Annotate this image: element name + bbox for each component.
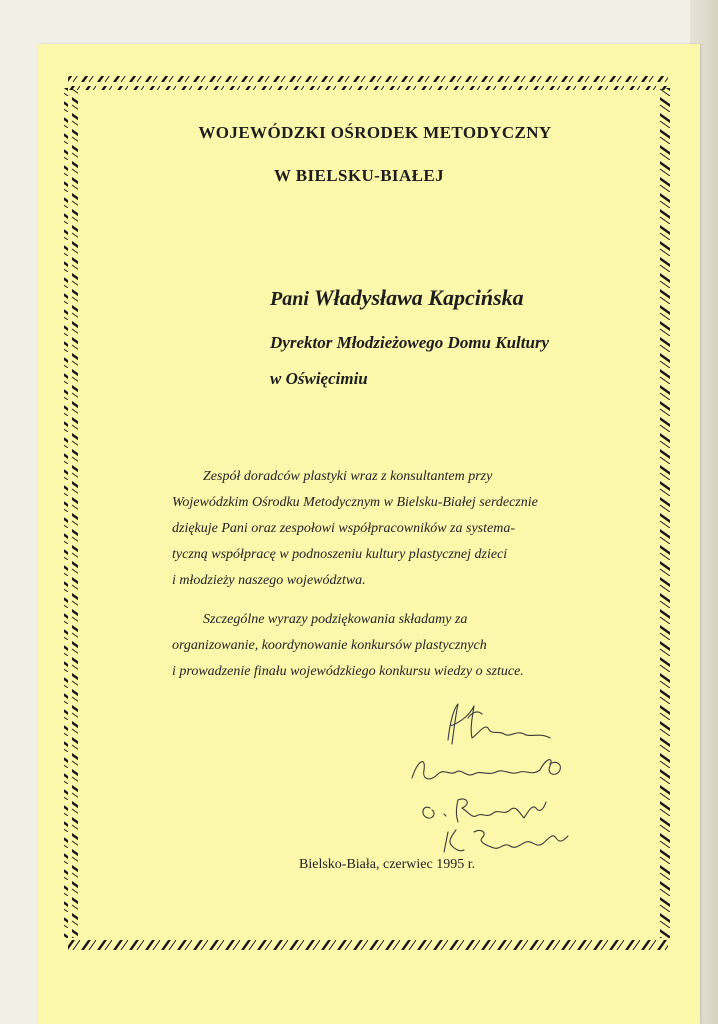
handwritten-signatures: [400, 700, 590, 860]
paragraph1-line: Wojewódzkim Ośrodku Metodycznym w Bielsku-Białej serdecznie: [172, 495, 538, 510]
recipient-name: Władysława Kapcińska: [314, 285, 524, 310]
paragraph1-line: Zespół doradców plastyki wraz z konsultantem przy: [203, 469, 493, 484]
paragraph1-line: tyczną współpracę w podnoszeniu kultury plastycznej dzieci: [172, 547, 508, 562]
paragraph1-line: dziękuje Pani oraz zespołowi współpracowników za systema-: [172, 521, 515, 536]
paragraph1-line: i młodzieży naszego województwa.: [172, 573, 366, 588]
recipient-name-line: [270, 285, 524, 311]
institution-name: WOJEWÓDZKI OŚRODEK METODYCZNY: [198, 123, 552, 142]
paragraph2-line: i prowadzenie finału wojewódzkiego konkursu wiedzy o sztuce.: [172, 664, 524, 679]
paragraph2-line: Szczególne wyrazy podziękowania składamy za: [203, 612, 468, 627]
issue-date: Bielsko-Biała, czerwiec 1995 r.: [299, 857, 476, 872]
recipient-title: Dyrektor Młodzieżowego Domu Kultury: [270, 333, 550, 352]
institution-city: W BIELSKU-BIAŁEJ: [274, 166, 444, 185]
paragraph2-line: organizowanie, koordynowanie konkursów plastycznych: [172, 638, 487, 653]
recipient-location: w Oświęcimiu: [270, 369, 368, 388]
salutation: Pani: [270, 288, 309, 310]
